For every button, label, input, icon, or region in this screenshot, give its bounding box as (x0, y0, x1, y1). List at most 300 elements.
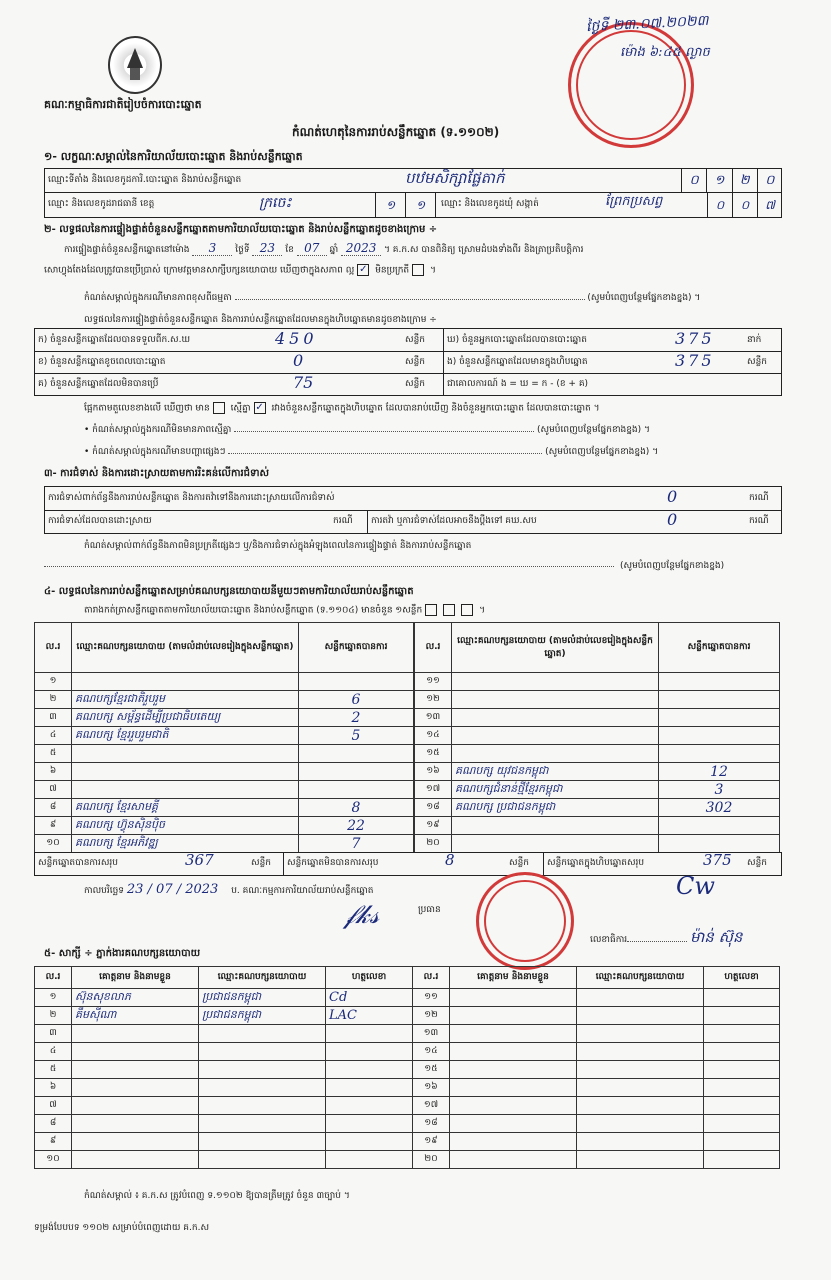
month-label: ខែ (285, 245, 294, 255)
note-hint: (សូមបំពេញបន្ថែមផ្នែកខាងខ្នង) (545, 447, 650, 457)
witness-signature (326, 1115, 413, 1133)
row-number: ៩ (35, 817, 72, 835)
check-equal-label: ស្មើគ្នា (230, 403, 251, 414)
count-table (34, 328, 782, 396)
party-name (452, 817, 659, 835)
col-no: ល.រ (413, 967, 450, 989)
vote-count (299, 673, 414, 691)
witness-signature (704, 1007, 780, 1025)
witness-name (450, 989, 577, 1007)
row-number: ៧ (35, 1097, 72, 1115)
witness-signature (704, 1115, 780, 1133)
col-party: ឈ្មោះគណបក្សនយោបាយ (199, 967, 326, 989)
total-invalid-value: 8 (445, 851, 455, 869)
section3-heading: ៣- ការជំទាស់ និងការដោះស្រាយតាមការរិះគន់លើការជំទាស់ (44, 468, 270, 479)
unit-sheet: សន្លឹក (405, 335, 425, 345)
vote-count (299, 745, 414, 763)
total-box-value: 375 (703, 851, 732, 869)
row-number: ១០ (35, 1151, 72, 1169)
result-row (35, 799, 414, 817)
row-number: ២ (35, 691, 72, 709)
vote-count (659, 727, 780, 745)
result-row (415, 817, 780, 835)
count-d-value: 375 (675, 329, 715, 348)
bullet-line-2: • កំណត់សម្គាល់ក្នុងករណីមានបញ្ហាផ្សេងៗ (សូមបំពេញបន្ថែមផ្នែកខាងខ្នង) ។ (84, 447, 659, 457)
witness-name (450, 1043, 577, 1061)
witness-party (199, 1151, 326, 1169)
vote-count: 7 (299, 835, 414, 853)
witness-name (450, 1151, 577, 1169)
col-sig: ហត្ថលេខា (704, 967, 780, 989)
unit-sheet: សន្លឹក (251, 858, 271, 868)
commune-value: ព្រែកប្រសព្វ (605, 194, 663, 209)
witness-party (577, 1151, 704, 1169)
province-label: ឈ្មោះ និងលេខកូដរាជធានី ខេត្ត (48, 199, 155, 209)
witness-name (450, 1133, 577, 1151)
total-invalid-label: សន្លឹកឆ្នោតមិនបានការសរុប (287, 858, 379, 868)
witness-party: ប្រជាជនកម្ពុជា (199, 1007, 326, 1025)
witness-party (199, 1115, 326, 1133)
red-seal-bottom (476, 872, 574, 970)
row-number: ៥ (35, 1061, 72, 1079)
party-name (452, 673, 659, 691)
result-row (35, 673, 414, 691)
count-c-value: 75 (293, 373, 314, 392)
witness-row (35, 1061, 780, 1079)
year-label: ឆ្នាំ (329, 245, 339, 255)
vote-count (659, 835, 780, 853)
party-name: គណបក្ស ប្រជាជនកម្ពុជា (452, 799, 659, 817)
vote-count: 302 (659, 799, 780, 817)
vote-count (659, 673, 780, 691)
date-line (84, 882, 374, 898)
witness-signature (326, 1097, 413, 1115)
count-e-label: ង) ចំនួនសន្លឹកឆ្នោតដែលមានក្នុងហិបឆ្នោត (447, 357, 588, 367)
province-value: ក្រចេះ (259, 195, 292, 211)
site-value: បឋមសិក្សាផ្លែតាក់ (405, 169, 505, 187)
result-row (35, 763, 414, 781)
col-name: គោត្តនាម និងនាមខ្លួន (72, 967, 199, 989)
date-label: កាលបរិច្ឆេទ (84, 886, 124, 896)
party-name: គណបក្ស ខ្មែរអភិវឌ្ឍ (72, 835, 299, 853)
secretary-chair-sig: Cw (676, 872, 715, 900)
row-number: ១៦ (415, 763, 452, 781)
col-no: ល.រ (35, 623, 72, 673)
row-number: ២០ (413, 1151, 450, 1169)
complaint-r2b-label: ការតវ៉ា ឬការជំទាស់ដែលអាចនឹងប្ដឹងទៅ គឃ.សប (371, 516, 537, 526)
secretary-line (590, 928, 742, 950)
witness-party (199, 1133, 326, 1151)
nec-logo (108, 36, 162, 94)
witness-row (35, 1025, 780, 1043)
unit-sheet: សន្លឹក (747, 357, 767, 367)
witness-row (35, 1007, 780, 1025)
witness-party (199, 1061, 326, 1079)
col-party: ឈ្មោះគណបក្សនយោបាយ (តាមលំដាប់លេខរៀងក្នុងសន្លឹកឆ្នោត) (72, 623, 299, 673)
total-valid-label: សន្លឹកឆ្នោតបានការសរុប (38, 858, 118, 868)
code-digit: ០ (682, 169, 707, 192)
witness-signature (326, 1151, 413, 1169)
commune-code-digit: ០ (733, 193, 758, 217)
count-a-label: ក) ចំនួនសន្លឹកឆ្នោតដែលបានទទួលពីក.ស.ឃ (38, 335, 191, 345)
party-name (452, 709, 659, 727)
col-no: ល.រ (35, 967, 72, 989)
witness-name: គឹមស៊ីណា (72, 1007, 199, 1025)
row-number: ១ (35, 989, 72, 1007)
vote-count: 2 (299, 709, 414, 727)
verify-line-2: សោហ្វុងតែងដែលត្រូវបានប្រើប្រាស់ ក្រោមវត្តមានសាក្សីបក្សនយោបាយ ឃើញថាក្នុងសភាព ល្អ ✓ មិនប្រក្រតី ។ (44, 264, 436, 276)
row-number: ២ (35, 1007, 72, 1025)
party-name (452, 691, 659, 709)
witness-party (577, 989, 704, 1007)
unit-case: ករណី (749, 493, 769, 503)
witness-party (199, 1079, 326, 1097)
vote-count (299, 781, 414, 799)
vote-count (659, 817, 780, 835)
check-text: ផ្អែកតាមតួលេខខាងលើ ឃើញថា មាន (84, 403, 210, 414)
col-party: ឈ្មោះគណបក្សនយោបាយ (577, 967, 704, 989)
totals-row (34, 852, 782, 876)
check-line (84, 402, 600, 416)
witness-row (35, 1151, 780, 1169)
section4-intro: តារាងកត់ត្រាសន្លឹកឆ្នោតតាមការិយាល័យបោះឆ្នោត និងរាប់សន្លឹកឆ្នោត (ទ.១១០៤) មានចំនួន ១សន្លឹក ។ (84, 605, 486, 616)
vote-count: 22 (299, 817, 414, 835)
col-party: ឈ្មោះគណបក្សនយោបាយ (តាមលំដាប់លេខរៀងក្នុងសន្លឹកឆ្នោត) (452, 623, 659, 673)
stamp-time: ម៉ោង ៦:៤៥ ល្ងាច (620, 45, 710, 60)
complaint-note: កំណត់សម្គាល់ពាក់ព័ន្ធនឹងភាពមិនប្រក្រតីផ្សេងៗ ឬ/និងការជំទាស់ក្នុងអំឡុងពេលនៃការផ្ទៀងផ្ទាត់ និងការរាប់សន្លឹកឆ្នោត (84, 541, 472, 551)
complaint-r2-label: ការជំទាស់ដែលបានដោះស្រាយ (48, 516, 152, 526)
row-number: ៩ (35, 1133, 72, 1151)
province-code-digit: ១ (406, 193, 436, 217)
unit-sheet: សន្លឹក (509, 858, 529, 868)
witness-party (199, 1025, 326, 1043)
witness-party (577, 1025, 704, 1043)
normal-label: ល្អ (345, 265, 355, 276)
section5-heading: ៥- សាក្សី ÷ ភ្នាក់ងារគណបក្សនយោបាយ (44, 948, 201, 959)
col-votes: សន្លឹកឆ្នោតបានការ (659, 623, 780, 673)
result-row (35, 691, 414, 709)
normal-checkbox[interactable]: ✓ (359, 264, 368, 275)
code-digit: ០ (765, 173, 775, 188)
result-row (35, 781, 414, 799)
formula: ជាគោលការណ៍ ង = ឃ = ក - (ខ + គ) (447, 379, 589, 389)
sheet-checkbox[interactable] (425, 604, 437, 616)
count-c-label: គ) ចំនួនសន្លឹកឆ្នោតដែលមិនបានប្រើ (38, 379, 159, 389)
party-name (72, 763, 299, 781)
vote-count (659, 709, 780, 727)
code-digit: ២ (733, 169, 758, 192)
red-seal-top (568, 22, 694, 148)
result-row (415, 799, 780, 817)
bullet1-text: កំណត់សម្គាល់ក្នុងករណីមិនមានភាពស្មើគ្នា (92, 425, 232, 435)
bullet2-text: កំណត់សម្គាល់ក្នុងករណីមានបញ្ហាផ្សេងៗ (92, 447, 226, 457)
row-number: ១៨ (415, 799, 452, 817)
row-number: ៨ (35, 1115, 72, 1133)
note-line: កំណត់សម្គាល់ក្នុងករណីមានភាពខុសពីធម្មតា (សូមបំពេញបន្ថែមផ្នែកខាងខ្នង) ។ (84, 293, 701, 303)
secretary-label: លេខាធិការ (590, 935, 628, 945)
result-row (415, 709, 780, 727)
witness-name (72, 1043, 199, 1061)
footer-form-note: ទម្រង់បែបបទ ១១០២ សម្រាប់បំពេញដោយ គ.ក.ស (34, 1223, 210, 1233)
witness-row (35, 1133, 780, 1151)
witness-name (72, 1025, 199, 1043)
row-number: ១១ (413, 989, 450, 1007)
sheet-checkbox[interactable] (443, 604, 455, 616)
row-number: ៣ (35, 709, 72, 727)
witness-signature (326, 1043, 413, 1061)
complaint-r2-value: 0 (667, 510, 678, 529)
party-name: គណបក្ស ហ៊្វុនស៊ិនប៉ិច (72, 817, 299, 835)
row-number: ១២ (413, 1007, 450, 1025)
total-valid-value: 367 (185, 851, 214, 869)
count-b-label: ខ) ចំនួនសន្លឹកឆ្នោតខូចពេលបោះឆ្នោត (38, 357, 166, 367)
unequal-checkbox[interactable] (213, 402, 225, 414)
vote-count: 12 (659, 763, 780, 781)
result-row (35, 817, 414, 835)
commune-code-digit: ៧ (765, 198, 775, 212)
witness-signature (704, 1025, 780, 1043)
row-number: ១៧ (415, 781, 452, 799)
col-no: ល.រ (415, 623, 452, 673)
count-e-value: 375 (675, 351, 715, 370)
witness-signature (704, 1097, 780, 1115)
row-number: ១២ (415, 691, 452, 709)
chair-signature: 𝒻𝓀𝓈 (344, 900, 380, 930)
count-d-label: ឃ) ចំនួនអ្នកបោះឆ្នោតដែលបានបោះឆ្នោត (447, 335, 587, 345)
section4-intro-text: តារាងកត់ត្រាសន្លឹកឆ្នោតតាមការិយាល័យបោះឆ្នោត និងរាប់សន្លឹកឆ្នោត (ទ.១១០៤) មានចំនួន ១សន្លឹក (84, 605, 423, 616)
witness-party (577, 1079, 704, 1097)
witness-name (450, 1097, 577, 1115)
results-table-left (34, 622, 414, 853)
row-number: ២០ (415, 835, 452, 853)
party-name: គណបក្ស ខ្មែរសាមគ្គី (72, 799, 299, 817)
result-row (35, 745, 414, 763)
witness-table (34, 966, 780, 1169)
party-name: គណបក្ស យុវជនកម្ពុជា (452, 763, 659, 781)
witness-signature: Cd (326, 989, 413, 1007)
vote-count: 3 (659, 781, 780, 799)
col-name: គោត្តនាម និងនាមខ្លួន (450, 967, 577, 989)
verify-line2-text: សោហ្វុងតែងដែលត្រូវបានប្រើប្រាស់ ក្រោមវត្តមានសាក្សីបក្សនយោបាយ ឃើញថាក្នុងសភាព (44, 265, 343, 276)
section1-table (44, 168, 782, 218)
witness-signature (704, 989, 780, 1007)
result-row (35, 727, 414, 745)
sheet-checkbox[interactable] (461, 604, 473, 616)
count-b-value: 0 (293, 351, 304, 370)
unit-sheet: សន្លឹក (405, 379, 425, 389)
row-number: ១៩ (413, 1133, 450, 1151)
abnormal-label: មិនប្រក្រតី (375, 265, 410, 276)
witness-signature: LAC (326, 1007, 413, 1025)
section2-heading: ២- លទ្ធផលនៃការផ្ទៀងផ្ទាត់ចំនួនសន្លឹកឆ្នោតតាមការិយាល័យបោះឆ្នោត និងរាប់សន្លឹកឆ្នោតដូចខាងក្រោម ÷ (44, 224, 438, 235)
witness-name (72, 1097, 199, 1115)
witness-name (72, 1079, 199, 1097)
site-code (681, 169, 782, 192)
row-number: ៧ (35, 781, 72, 799)
org-name: គណៈកម្មាធិការជាតិរៀបចំការបោះឆ្នោត (44, 98, 202, 111)
row-number: ១៥ (415, 745, 452, 763)
chair-label: ប្រធាន (418, 905, 441, 915)
witness-name (72, 1115, 199, 1133)
row-number: ១៨ (413, 1115, 450, 1133)
witness-name (450, 1061, 577, 1079)
unit-case: ករណី (333, 516, 353, 526)
row-number: ៥ (35, 745, 72, 763)
witness-name (72, 1151, 199, 1169)
check-tail: រវាងចំនួនសន្លឹកឆ្នោតក្នុងហិបឆ្នោត ដែលបានរាប់ឃើញ និងចំនួនអ្នកបោះឆ្នោត ដែលបានបោះឆ្នោត ។ (271, 403, 600, 414)
result-row (415, 835, 780, 853)
result-row (415, 727, 780, 745)
code-digit: ១ (707, 169, 732, 192)
row-number: ១៧ (413, 1097, 450, 1115)
commune-label: ឈ្មោះ និងលេខកូដឃុំ សង្កាត់ (441, 199, 539, 209)
witness-party (577, 1061, 704, 1079)
row-number: ១៦ (413, 1079, 450, 1097)
witness-row (35, 1097, 780, 1115)
row-number: ១ (35, 673, 72, 691)
result-row (415, 691, 780, 709)
witness-signature (326, 1061, 413, 1079)
party-name (72, 781, 299, 799)
verify-year: 2023 (341, 241, 381, 256)
witness-row (35, 1043, 780, 1061)
witness-name (450, 1079, 577, 1097)
equal-checkbox[interactable]: ✓ (255, 402, 264, 413)
witness-signature (326, 1079, 413, 1097)
witness-row (35, 1115, 780, 1133)
party-name: គណបក្សជំនាន់ថ្មីខ្មែរកម្ពុជា (452, 781, 659, 799)
note-hint: (សូមបំពេញបន្ថែមផ្នែកខាងខ្នង) (587, 293, 692, 303)
results-table-right (414, 622, 780, 853)
row-number: ១៥ (413, 1061, 450, 1079)
party-name (452, 745, 659, 763)
row-number: ៤ (35, 1043, 72, 1061)
row-number: ៦ (35, 763, 72, 781)
vote-count: 6 (299, 691, 414, 709)
witness-signature (326, 1025, 413, 1043)
vote-count: 5 (299, 727, 414, 745)
verify-hour: 3 (192, 241, 232, 256)
vote-count (659, 691, 780, 709)
party-name (452, 727, 659, 745)
witness-party (577, 1007, 704, 1025)
result-intro: លទ្ធផលនៃការផ្ទៀងផ្ទាត់ចំនួនសន្លឹកឆ្នោត និងការរាប់សន្លឹកឆ្នោតដែលមានក្នុងហិបឆ្នោតមានដូចខាងក្រោម ÷ (84, 315, 437, 325)
witness-party (577, 1097, 704, 1115)
witness-party (199, 1043, 326, 1061)
witness-name (450, 1025, 577, 1043)
party-name: គណបក្ស ខ្មែររួបរួមជាតិ (72, 727, 299, 745)
witness-signature (326, 1133, 413, 1151)
witness-signature (704, 1061, 780, 1079)
witness-name (72, 1061, 199, 1079)
section4-heading: ៤- លទ្ធផលនៃការរាប់សន្លឹកឆ្នោតសម្រាប់គណបក្សនយោបាយនីមួយៗតាមការិយាល័យរាប់សន្លឹកឆ្នោត (44, 586, 414, 597)
witness-signature (704, 1043, 780, 1061)
witness-party: ប្រជាជនកម្ពុជា (199, 989, 326, 1007)
secretary-name: ម៉ាន់ ស៊ុន (690, 928, 743, 946)
witness-signature (704, 1133, 780, 1151)
vote-count: 8 (299, 799, 414, 817)
row-number: ៣ (35, 1025, 72, 1043)
witness-party (577, 1043, 704, 1061)
note-hint: (សូមបំពេញបន្ថែមផ្នែកខាងខ្នង) (537, 425, 642, 435)
row-number: ៤ (35, 727, 72, 745)
form-title: កំណត់ហេតុនៃការរាប់សន្លឹកឆ្នោត (ទ.១១០២) (292, 125, 500, 139)
party-name (452, 835, 659, 853)
verify-month: 07 (297, 241, 327, 256)
witness-name (450, 1007, 577, 1025)
unit-case: ករណី (749, 516, 769, 526)
row-number: ៨ (35, 799, 72, 817)
day-label: ថ្ងៃទី (235, 245, 250, 255)
result-row (35, 835, 414, 853)
count-a-value: 450 (275, 329, 318, 348)
party-name (72, 745, 299, 763)
row-number: ១៩ (415, 817, 452, 835)
witness-name (72, 1133, 199, 1151)
commune-code-digit: ០ (708, 193, 733, 217)
verify-day: 23 (252, 241, 282, 256)
witness-signature (704, 1151, 780, 1169)
witness-row (35, 1079, 780, 1097)
unit-person: នាក់ (747, 335, 762, 345)
bullet-line-1: • កំណត់សម្គាល់ក្នុងករណីមិនមានភាពស្មើគ្នា (សូមបំពេញបន្ថែមផ្នែកខាងខ្នង) ។ (84, 425, 650, 435)
complaint-table (44, 486, 782, 534)
committee-label: ប. គណៈកម្មការការិយាល័យរាប់សន្លឹកឆ្នោត (231, 886, 374, 896)
row-number: ១១ (415, 673, 452, 691)
footer-note: កំណត់សម្គាល់ ៖ គ.ក.ស ត្រូវបំពេញ ទ.១១០២ ឱ្យបានត្រឹមត្រូវ ចំនួន ៣ច្បាប់ ។ (84, 1191, 350, 1201)
result-row (415, 781, 780, 799)
result-row (415, 745, 780, 763)
vote-count (659, 745, 780, 763)
complaint-r1-value: 0 (667, 487, 678, 506)
row-number: ១៣ (415, 709, 452, 727)
witness-party (199, 1097, 326, 1115)
witness-row (35, 989, 780, 1007)
witness-party (577, 1133, 704, 1151)
date-value: 23 / 07 / 2023 (126, 882, 219, 897)
col-votes: សន្លឹកឆ្នោតបានការ (299, 623, 414, 673)
result-row (415, 673, 780, 691)
row-number: ១៤ (415, 727, 452, 745)
section1-heading: ១- លក្ខណៈសម្គាល់នៃការិយាល័យបោះឆ្នោត និងរាប់សន្លឹកឆ្នោត (44, 150, 303, 163)
unit-sheet: សន្លឹក (405, 357, 425, 367)
row-number: ១៣ (413, 1025, 450, 1043)
province-code-digit: ១ (376, 193, 406, 217)
stamp-date: ថ្ងៃទី ២៣.០៧.២០២៣ (585, 12, 709, 36)
row-number: ១០ (35, 835, 72, 853)
abnormal-checkbox[interactable] (412, 264, 424, 276)
party-name: គណបក្សខ្មែរជាតិរួបរួម (72, 691, 299, 709)
witness-signature (704, 1079, 780, 1097)
site-label: ឈ្មោះទីតាំង និងលេខកូដការិ.បោះឆ្នោត និងរាប់សន្លឹកឆ្នោត (48, 175, 242, 185)
verify-tail: ។ គ.ក.ស បានពិនិត្យ ស្រោមដំបងទាំងពីរ និងត្រាប្រតិបត្តិការ (383, 245, 584, 255)
total-box-label: សន្លឹកឆ្នោតក្នុងហិបឆ្នោតសរុប (547, 858, 645, 868)
unit-sheet: សន្លឹក (747, 858, 767, 868)
witness-name (450, 1115, 577, 1133)
verify-text: ការផ្ទៀងផ្ទាត់ចំនួនសន្លឹកឆ្នោតនៅម៉ោង (64, 245, 190, 255)
witness-name: ស៊ុនសុខលាភ (72, 989, 199, 1007)
vote-count (299, 763, 414, 781)
party-name (72, 673, 299, 691)
col-sig: ហត្ថលេខា (326, 967, 413, 989)
complaint-r1-label: ការជំទាស់ពាក់ព័ន្ធនឹងការរាប់សន្លឹកឆ្នោត និងការតវ៉ាទៅនឹងការដោះស្រាយលើការជំទាស់ (48, 493, 335, 503)
verify-line (64, 241, 583, 257)
row-number: ១៤ (413, 1043, 450, 1061)
row-number: ៦ (35, 1079, 72, 1097)
result-row (415, 763, 780, 781)
witness-party (577, 1115, 704, 1133)
complaint-note-hint: (សូមបំពេញបន្ថែមផ្នែកខាងខ្នង) (620, 561, 725, 571)
